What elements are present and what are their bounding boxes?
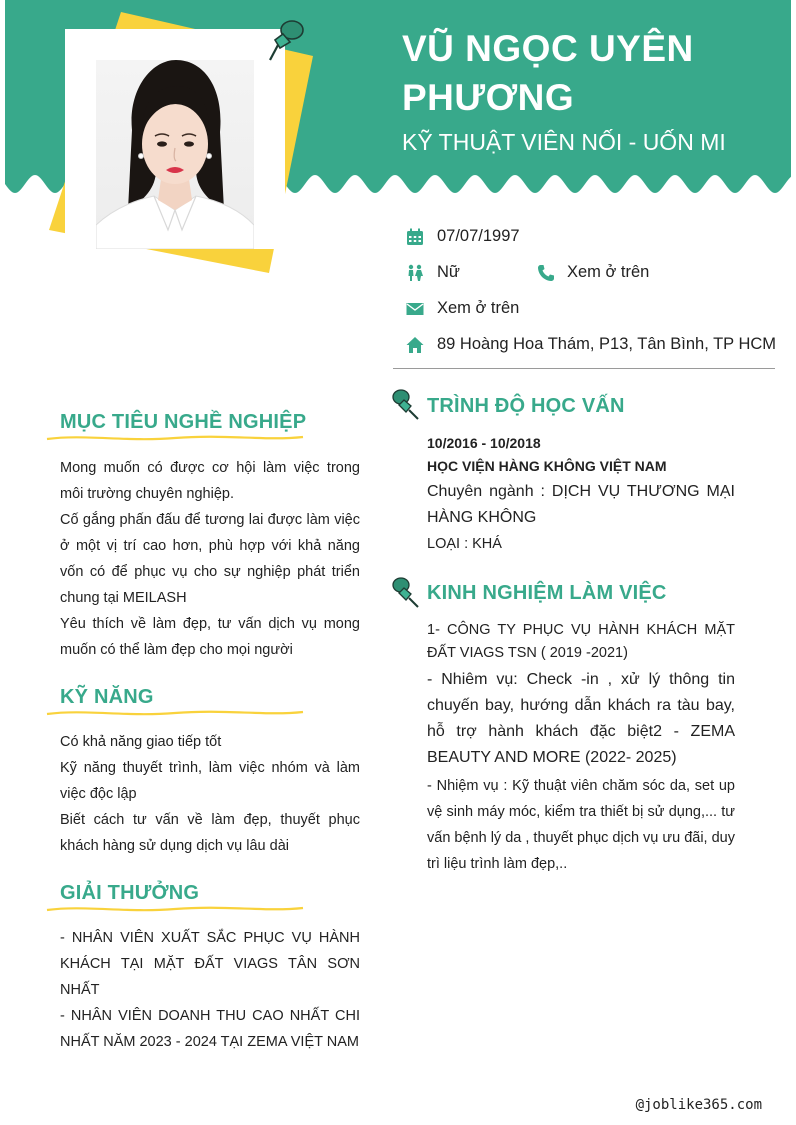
calendar-icon	[406, 228, 424, 246]
awards-text	[60, 925, 360, 1055]
experience-job2-duties: - Nhiệm vụ : Kỹ thuật viên chăm sóc da, set up vệ sinh máy móc, kiểm tra thiết bị sử dụng,... tư vấn bệnh lý da , thuyết phục dịch vụ ưu đãi, duy trì liệu trình làm đẹp,..	[427, 778, 735, 872]
education-block	[427, 433, 735, 557]
job-title: KỸ THUẬT VIÊN NỐI - UỐN MI	[402, 129, 726, 155]
gender-icon	[406, 264, 424, 282]
address-value: 89 Hoàng Hoa Thám, P13, Tân Bình, TP HCM	[437, 335, 777, 353]
awards-paragraph: - NHÂN VIÊN DOANH THU CAO NHẤT CHI NHẤT NĂM 2023 - 2024 TẠI ZEMA VIỆT NAM	[60, 1008, 360, 1050]
skills-underline	[45, 707, 305, 719]
career-goal-text	[60, 455, 360, 663]
education-period: 10/2016 - 10/2018	[427, 435, 541, 451]
skills-paragraph: Kỹ năng thuyết trình, làm việc nhóm và làm việc độc lập	[60, 760, 360, 802]
mail-icon	[406, 300, 424, 318]
name-line-1: VŨ NGỌC UYÊN	[402, 28, 694, 69]
career-goal-paragraph: Mong muốn có được cơ hội làm việc trong môi trường chuyên nghiệp.	[60, 460, 360, 502]
experience-block	[427, 619, 735, 877]
awards-title: GIẢI THƯỞNG	[60, 882, 200, 904]
experience-job1-company: 1- CÔNG TY PHỤC VỤ HÀNH KHÁCH MẶT ĐẤT VIAGS TSN ( 2019 -2021)	[427, 622, 735, 661]
education-title: TRÌNH ĐỘ HỌC VẤN	[427, 395, 625, 417]
pushpin-icon	[266, 16, 308, 62]
home-icon	[406, 336, 424, 354]
birthdate-value: 07/07/1997	[437, 227, 520, 245]
career-goal-paragraph: Cố gắng phấn đấu để tương lai được làm việc ở một vị trí cao hơn, phù hợp với khả năng vốn có để phục vụ cho sự nghiệp phát triển chung tại MEILASH	[60, 512, 360, 606]
career-goal-paragraph: Yêu thích về làm đẹp, tư vấn dịch vụ mong muốn có thể làm đẹp cho mọi người	[60, 616, 360, 658]
experience-title: KINH NGHIỆM LÀM VIỆC	[427, 582, 667, 604]
skills-paragraph: Biết cách tư vấn về làm đẹp, thuyết phục khách hàng sử dụng dịch vụ lâu dài	[60, 812, 360, 854]
pushpin-icon	[391, 388, 421, 420]
profile-photo-frame	[65, 29, 285, 249]
experience-job1-duties: - Nhiêm vụ: Check -in , xử lý thông tin chuyến bay, hướng dẫn khách ra tàu bay, hỗ trợ hành khách đặc biệt2 - ZEMA BEAUTY AND MORE (2022- 2025)	[427, 671, 735, 766]
career-goal-title: MỤC TIÊU NGHỀ NGHIỆP	[60, 411, 307, 433]
gender-value: Nữ	[437, 263, 460, 281]
education-major: Chuyên ngành : DỊCH VỤ THƯƠNG MẠI HÀNG KHÔNG	[427, 483, 735, 526]
awards-paragraph: - NHÂN VIÊN XUẤT SẮC PHỤC VỤ HÀNH KHÁCH TẠI MẶT ĐẤT VIAGS TÂN SƠN NHẤT	[60, 930, 360, 998]
skills-title: KỸ NĂNG	[60, 686, 154, 708]
awards-underline	[45, 903, 305, 915]
education-grade: LOẠI : KHÁ	[427, 536, 502, 552]
skills-paragraph: Có khả năng giao tiếp tốt	[60, 734, 222, 750]
phone-value: Xem ở trên	[567, 263, 650, 281]
education-school: HỌC VIỆN HÀNG KHÔNG VIỆT NAM	[427, 458, 667, 474]
name-line-2: PHƯƠNG	[402, 77, 575, 118]
career-goal-underline	[45, 432, 305, 444]
pushpin-icon	[391, 576, 421, 608]
contact-divider	[393, 368, 775, 369]
email-value: Xem ở trên	[437, 299, 520, 317]
footer-website: @joblike365.com	[635, 1097, 762, 1113]
profile-photo	[96, 60, 254, 249]
phone-icon	[537, 264, 555, 282]
skills-text	[60, 729, 360, 859]
